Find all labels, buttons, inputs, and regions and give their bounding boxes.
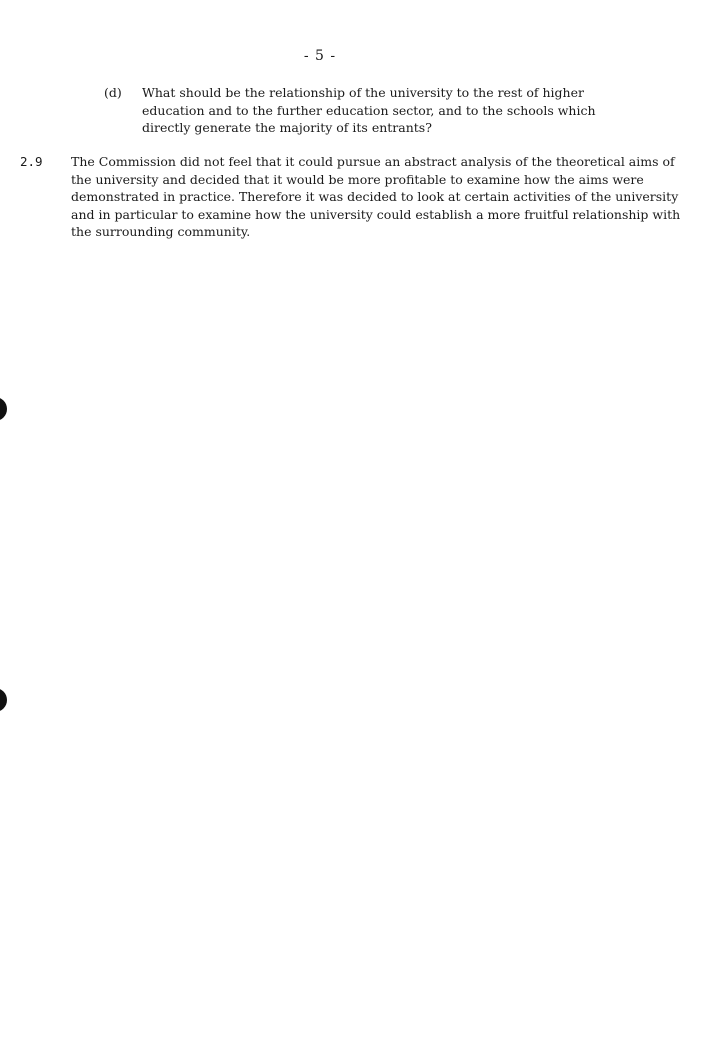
section-text: The Commission did not feel that it could pursue an abstract analysis of the theoretical aims of the university and decided that it would be more profitable to examine how the aims were demonstrated in practice. Therefore it was decided to look at certain activities of the university and in particular to examine how the university could establish a more fruitful relationship with the surrounding community. — [71, 154, 681, 239]
page-number: - 5 - — [303, 48, 337, 64]
punch-hole-top — [0, 397, 7, 421]
list-item-label: (d) — [104, 85, 122, 100]
section-number: 2.9 — [20, 154, 43, 169]
list-item-text: What should be the relationship of the university to the rest of higher education and to the further education sector, and to the schools which directly generate the majority of its entrants? — [142, 85, 596, 135]
punch-hole-bottom — [0, 688, 7, 712]
